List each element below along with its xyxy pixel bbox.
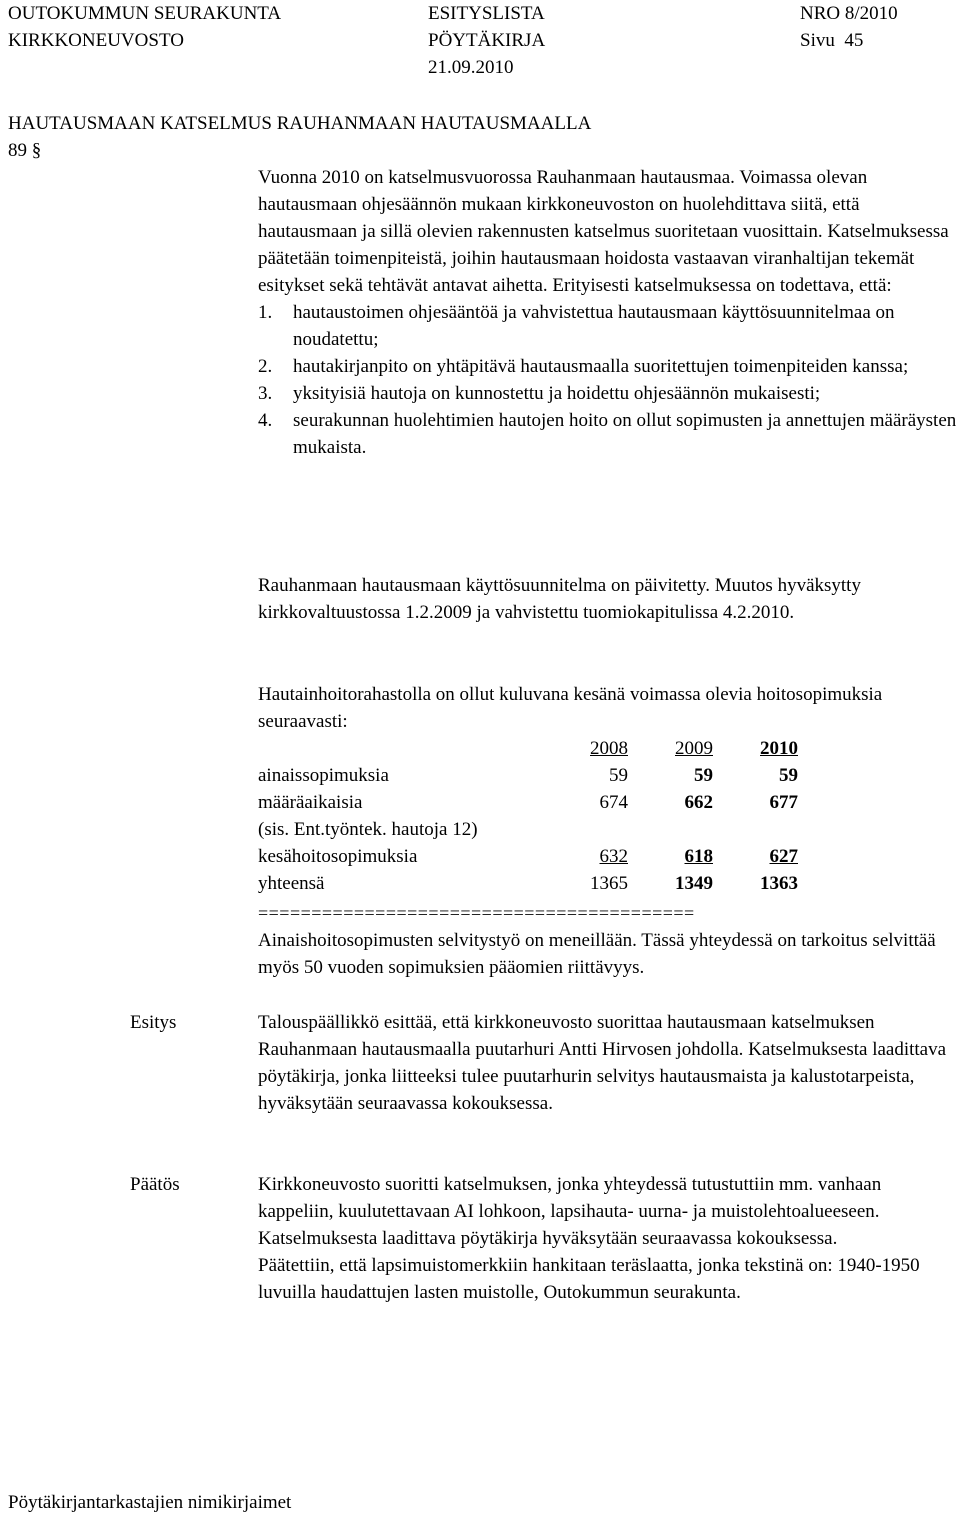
year-2008: 2008 (590, 738, 628, 759)
review-paragraph: Ainaishoitosopimusten selvitystyö on meneillään. Tässä yhteydessä on tarkoitus selvittää myös 50 vuoden sopimuksien pääomien riittävyys. (258, 930, 936, 978)
table-row: määräaikaisia 674 662 677 (258, 792, 798, 813)
review-block (258, 927, 958, 981)
header-doc-type-1: ESITYSLISTA (428, 3, 545, 24)
decision-text-1: Kirkkoneuvosto suoritti katselmuksen, jonka yhteydessä tutustuttiin mm. vanhaan kappeliin, kuulutettavaan AI lohkoon, lapsihauta- uurna- ja muistolehtoalueeseen. Katselmuksesta laadittava pöytäkirja hyväksytään seuraavassa kokouksessa. (258, 1174, 882, 1249)
year-2010: 2010 (760, 738, 798, 759)
proposal-block (258, 1009, 958, 1117)
contracts-table (258, 735, 798, 897)
list-item: 1. hautaustoimen ohjesääntöä ja vahvistettua hautausmaan käyttösuunnitelmaa on noudatettu; (258, 302, 895, 350)
section-title: HAUTAUSMAAN KATSELMUS RAUHANMAAN HAUTAUSMAALLA (8, 113, 592, 134)
list-item: 3. yksityisiä hautoja on kunnostettu ja hoidettu ohjesäännön mukaisesti; (258, 383, 821, 404)
header-org: OUTOKUMMUN SEURAKUNTA (8, 3, 282, 24)
fund-intro: Hautainhoitorahastolla on ollut kuluvana kesänä voimassa olevia hoitosopimuksia seuraavasti: (258, 684, 883, 732)
decision-block (258, 1171, 958, 1306)
proposal-text: Talouspäällikkö esittää, että kirkkoneuvosto suorittaa hautausmaan katselmuksen Rauhanmaan hautausmaalla puutarhuri Antti Hirvosen johdolla. Katselmuksesta laadittava pöytäkirja, jonka liitteeksi tulee puutarhurin selvitys hautausmaista ja kalustotarpeista, hyväksytään seuraavassa kokouksessa. (258, 1012, 947, 1114)
header-page: Sivu 45 (800, 30, 864, 51)
section-number: 89 § (8, 140, 42, 161)
intro-block (258, 164, 958, 461)
plan-block (258, 572, 958, 626)
header-date: 21.09.2010 (428, 57, 514, 78)
intro-paragraph: Vuonna 2010 on katselmusvuorossa Rauhanmaan hautausmaa. Voimassa olevan hautausmaan ohjesäännön mukaan kirkkoneuvoston on huolehdittava siitä, että hautausmaan ja sillä olevien rakennusten katselmus suoritetaan vuosittain. Katselmuksessa päätetään toimenpiteistä, joihin hautausmaan hoidosta vastaavan viranhaltijan tekemät esitykset sekä tehtävät antavat aihetta. Erityisesti katselmuksessa on todettava, että: (258, 167, 949, 296)
separator-line: ========================================= (258, 903, 695, 923)
decision-text-2: Päätettiin, että lapsimuistomerkkiin hankitaan teräslaatta, jonka tekstinä on: 1940-1950 luvuilla haudattujen lasten muistolle, Outokummun seurakunta. (258, 1255, 920, 1303)
header-doc-type-2: PÖYTÄKIRJA (428, 30, 546, 51)
table-row: yhteensä 1365 1349 1363 (258, 873, 798, 894)
proposal-label: Esitys (130, 1012, 177, 1033)
header-board: KIRKKONEUVOSTO (8, 30, 184, 51)
list-item: 2. hautakirjanpito on yhtäpitävä hautausmaalla suoritettujen toimenpiteiden kanssa; (258, 356, 909, 377)
table-row: kesähoitosopimuksia 632 618 627 (258, 846, 798, 867)
header-number: NRO 8/2010 (800, 3, 898, 24)
year-2009: 2009 (675, 738, 713, 759)
table-row: (sis. Ent.työntek. hautoja 12) (258, 819, 478, 840)
fund-block (258, 681, 958, 735)
list-item: 4. seurakunnan huolehtimien hautojen hoito on ollut sopimusten ja annettujen määräysten mukaista. (258, 410, 957, 458)
table-row: ainaissopimuksia 59 59 59 (258, 765, 798, 786)
decision-label: Päätös (130, 1174, 180, 1195)
plan-paragraph: Rauhanmaan hautausmaan käyttösuunnitelma on päivitetty. Muutos hyväksytty kirkkovaltuustossa 1.2.2009 ja vahvistettu tuomiokapitulissa 4.2.2010. (258, 575, 861, 623)
requirement-list (258, 299, 958, 461)
footer-initials: Pöytäkirjantarkastajien nimikirjaimet (8, 1492, 292, 1513)
table-header-row (258, 735, 798, 762)
